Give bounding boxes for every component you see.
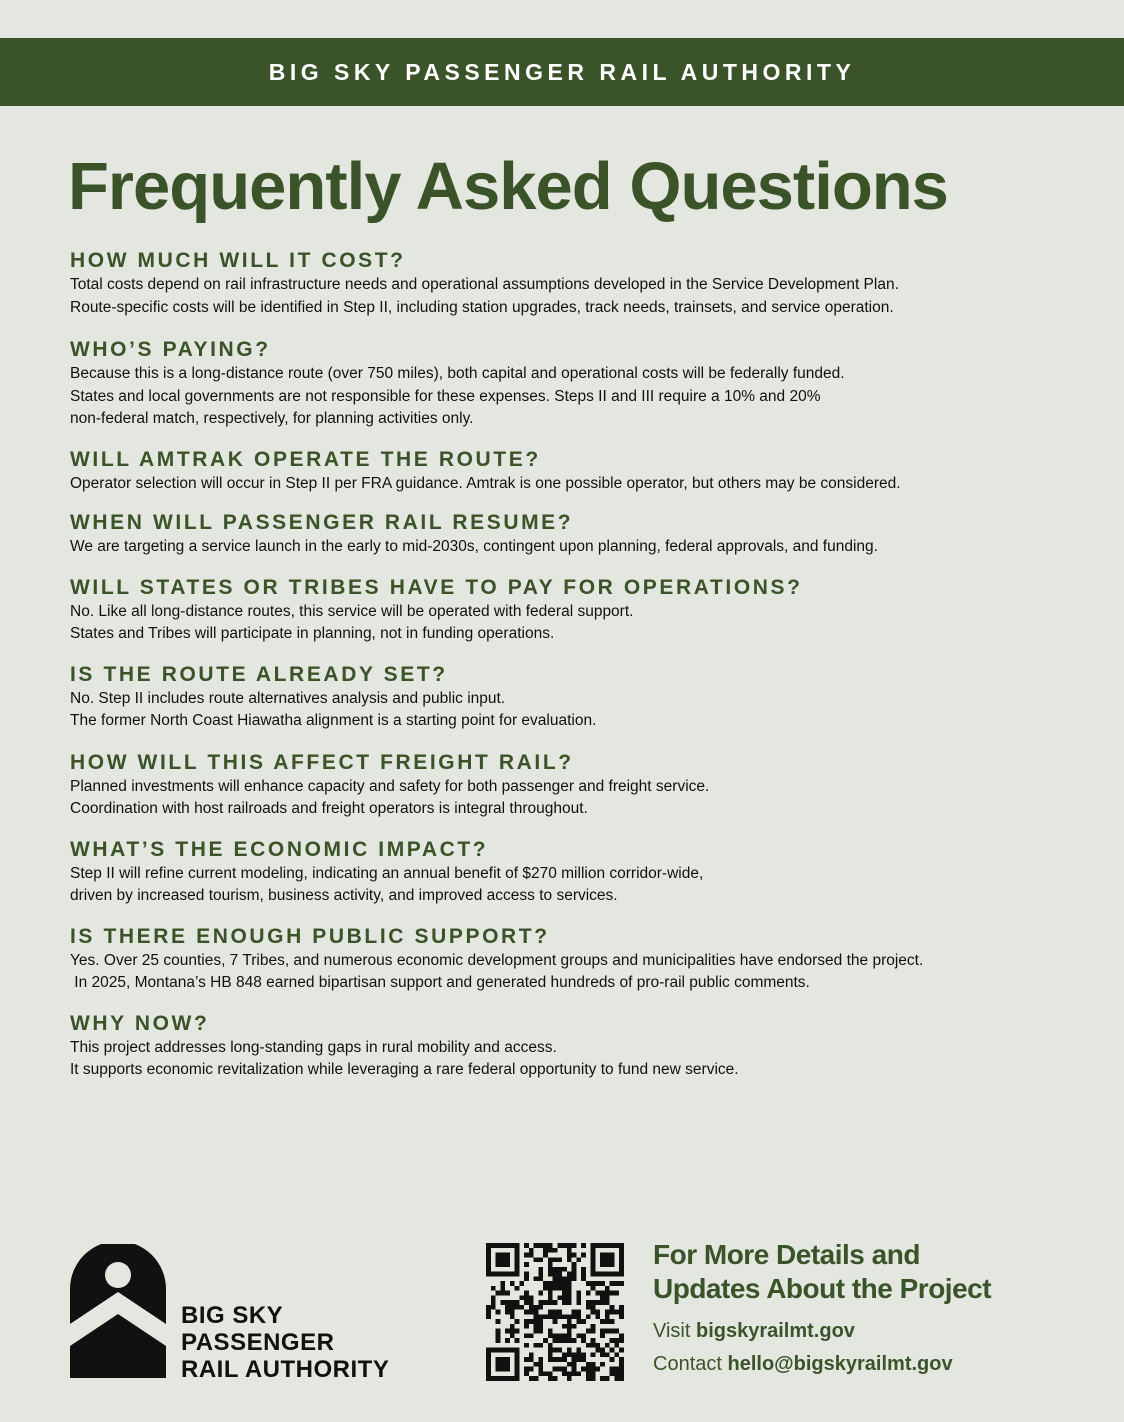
- faq-answer: [70, 1037, 1070, 1082]
- faq-answer-line: This project addresses long-standing gaps in rural mobility and access.: [70, 1038, 557, 1056]
- faq-answer: [70, 863, 1070, 908]
- faq-answer: [70, 536, 1070, 559]
- faq-item: [70, 248, 1070, 319]
- faq-answer-line: It supports economic revitalization while leveraging a rare federal opportunity to fund new service.: [70, 1061, 739, 1078]
- faq-item: [70, 1011, 1070, 1082]
- faq-answer-line: Operator selection will occur in Step II per FRA guidance. Amtrak is one possible operator, but others may be considered.: [70, 474, 901, 492]
- faq-answer: [70, 688, 1070, 733]
- faq-answer-line: driven by increased tourism, business activity, and improved access to services.: [70, 887, 618, 904]
- faq-answer-line: non-federal match, respectively, for planning activities only.: [70, 410, 474, 427]
- faq-answer-line: Yes. Over 25 counties, 7 Tribes, and numerous economic development groups and municipalities have endorsed the project.: [70, 951, 924, 969]
- more-details-title: [653, 1238, 1093, 1306]
- faq-question: HOW WILL THIS AFFECT FREIGHT RAIL?: [70, 750, 574, 774]
- faq-item: [70, 337, 1070, 431]
- faq-item: [70, 837, 1070, 908]
- logo-wordmark: [181, 1302, 389, 1383]
- faq-question: WILL AMTRAK OPERATE THE ROUTE?: [70, 447, 541, 471]
- logo-line-1: BIG SKY: [181, 1302, 284, 1329]
- more-title-line-2: Updates About the Project: [653, 1273, 992, 1304]
- faq-answer-line: In 2025, Montana’s HB 848 earned bipartisan support and generated hundreds of pro-rail public comments.: [70, 974, 810, 991]
- faq-answer-line: No. Like all long-distance routes, this service will be operated with federal support.: [70, 602, 634, 620]
- website-link[interactable]: bigskyrailmt.gov: [695, 1320, 855, 1342]
- faq-question: WILL STATES OR TRIBES HAVE TO PAY FOR OPERATIONS?: [70, 575, 803, 599]
- faq-item: [70, 510, 1070, 559]
- faq-answer-line: Route-specific costs will be identified in Step II, including station upgrades, track needs, trainsets, and service operation.: [70, 298, 894, 316]
- faq-item: [70, 662, 1070, 733]
- faq-answer-line: Total costs depend on rail infrastructure needs and operational assumptions developed in the Service Development Plan.: [70, 276, 899, 293]
- faq-list: [70, 248, 1070, 1082]
- faq-answer: [70, 776, 1070, 821]
- faq-answer-line: States and Tribes will participate in planning, not in funding operations.: [70, 625, 555, 642]
- visit-line: [653, 1315, 1093, 1348]
- faq-answer-line: Planned investments will enhance capacity and safety for both passenger and freight service.: [70, 777, 710, 795]
- faq-answer-line: Coordination with host railroads and freight operators is integral throughout.: [70, 800, 588, 817]
- email-link[interactable]: hello@bigskyrailmt.gov: [727, 1353, 953, 1375]
- page-title: Frequently Asked Questions: [68, 149, 948, 224]
- qr-code-icon[interactable]: [486, 1243, 624, 1381]
- faq-answer-line: We are targeting a service launch in the early to mid-2030s, contingent upon planning, federal approvals, and funding.: [70, 538, 878, 555]
- faq-question: WHEN WILL PASSENGER RAIL RESUME?: [70, 511, 574, 534]
- faq-answer-line: No. Step II includes route alternatives analysis and public input.: [70, 689, 506, 707]
- more-title-line-1: For More Details and: [653, 1239, 920, 1270]
- faq-answer: [70, 363, 1070, 431]
- faq-answer: [70, 274, 1070, 319]
- faq-item: [70, 575, 1070, 646]
- faq-question: HOW MUCH WILL IT COST?: [70, 249, 406, 272]
- contact-info: [653, 1315, 1093, 1381]
- faq-answer-line: States and local governments are not responsible for these expenses. Steps II and III require a 10% and 20%: [70, 387, 821, 405]
- header-band: [0, 38, 1124, 106]
- faq-question: WHAT’S THE ECONOMIC IMPACT?: [70, 837, 489, 861]
- faq-answer-line: Step II will refine current modeling, indicating an annual benefit of $270 million corridor-wide,: [70, 864, 704, 882]
- faq-answer-line: Because this is a long-distance route (over 750 miles), both capital and operational costs will be federally funded.: [70, 365, 845, 382]
- visit-label: Visit: [653, 1320, 696, 1342]
- header-org-name: BIG SKY PASSENGER RAIL AUTHORITY: [268, 58, 856, 85]
- contact-label: Contact: [653, 1353, 728, 1375]
- faq-question: IS THERE ENOUGH PUBLIC SUPPORT?: [70, 924, 550, 948]
- logo-line-2: PASSENGER: [181, 1329, 335, 1356]
- faq-answer: [70, 950, 1070, 995]
- faq-item: [70, 924, 1070, 995]
- faq-item: [70, 750, 1070, 821]
- faq-answer-line: The former North Coast Hiawatha alignment is a starting point for evaluation.: [70, 712, 597, 729]
- faq-answer: [70, 601, 1070, 646]
- faq-question: IS THE ROUTE ALREADY SET?: [70, 662, 448, 686]
- faq-question: WHY NOW?: [70, 1011, 210, 1035]
- faq-answer: [70, 473, 1070, 496]
- faq-item: [70, 447, 1070, 496]
- logo-line-3: RAIL AUTHORITY: [181, 1356, 390, 1383]
- faq-question: WHO’S PAYING?: [70, 338, 271, 361]
- more-details-block: [653, 1238, 1093, 1381]
- contact-line: [653, 1348, 1093, 1381]
